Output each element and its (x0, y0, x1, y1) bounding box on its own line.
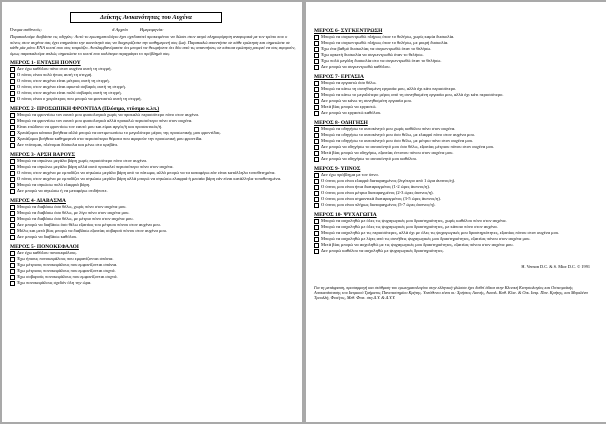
checkbox[interactable] (314, 219, 319, 224)
option-label: Ο πόνος στον αυχένα είναι πολύ σοβαρός αυτή τη στιγμή. (17, 90, 122, 96)
option-label: Μπορώ να οδηγήσω το αυτοκίνητό μου όσο θέλω, με μέτριο πόνο στον αυχένα μου. (321, 138, 474, 143)
checkbox[interactable] (314, 111, 319, 116)
section (314, 212, 598, 254)
sections-left (10, 60, 296, 286)
checkbox[interactable] (10, 251, 15, 256)
section-title: ΜΕΡΟΣ 8- ΟΔΗΓΗΣΗ (314, 120, 368, 126)
checkbox[interactable] (314, 185, 319, 190)
checkbox[interactable] (10, 79, 15, 84)
section-title: ΜΕΡΟΣ 5- ΠΟΝΟΚΕΦΑΛΟΙ (10, 244, 79, 251)
checkbox[interactable] (10, 229, 15, 234)
option-label: Μπορώ να σηκώνω μεγάλα βάρη χωρίς περισσότερο πόνο στον αυχένα. (17, 158, 147, 164)
option-row[interactable] (314, 110, 598, 116)
option-label: Δεν έχω καθόλου πόνο στον αυχένα αυτή τη στιγμή. (17, 66, 112, 72)
option-label: Μπορώ να διαβάσω όσο θέλω, με λίγο πόνο στον αυχένα μου. (17, 210, 130, 216)
option-label: Δεν μπορώ καθόλου να ασχοληθώ με ψυχαγωγικές δραστηριότητες. (321, 248, 444, 253)
option-label: Ο πόνος στον αυχένα με εμποδίζει να σηκώσω μεγάλα βάρη αλλά μπορώ να σηκώσω ελαφριά ή μεσαία βάρη εάν είναι κατάλληλα τοποθετημένα. (17, 176, 282, 182)
option-label: Μπορώ να σηκώνω μεγάλα βάρη αλλά αυτό προκαλεί περισσότερο πόνο στον αυχένα. (17, 164, 174, 170)
option-row[interactable] (10, 280, 296, 286)
option-label: Μπορώ να οδηγήσω το αυτοκίνητό μου όσο θέλω, με ελαφρύ πόνο στον αυχένα μου. (321, 132, 475, 137)
option-label: Ο πόνος στον αυχένα είναι αρκετά σοβαρός αυτή τη στιγμή. (17, 84, 126, 90)
option-label: Είναι επώδυνο να φροντίσω τον εαυτό μου και είμαι αργός/ή και προσεκτικός/ή. (17, 124, 163, 130)
option-label: Ο ύπνος μου είναι σημαντικά διαταραγμένος (3-5 ώρες άυπνος/η). (321, 196, 441, 201)
option-row[interactable] (314, 248, 598, 254)
checkbox[interactable] (314, 157, 319, 162)
checkbox[interactable] (10, 257, 15, 262)
checkbox[interactable] (314, 65, 319, 70)
option-label: Έχω μέτριους πονοκεφάλους που εμφανίζονται συχνά. (17, 268, 116, 274)
record-field: # Αρχείο (112, 27, 128, 32)
section (10, 244, 296, 286)
option-label: Ο ύπνος μου είναι ήπια διαταραγμένος (1-2 ώρες άυπνος/η). (321, 184, 430, 189)
section (314, 166, 598, 208)
option-label: Έχω πονοκεφάλους σχεδόν όλη την ώρα. (17, 280, 92, 286)
checkbox[interactable] (314, 173, 319, 178)
page-right (306, 2, 606, 422)
checkbox[interactable] (10, 281, 15, 286)
option-label: Δεν μπορώ να κάνω τη συνηθισμένη εργασία μου. (321, 98, 412, 103)
checkbox[interactable] (314, 133, 319, 138)
section (314, 74, 598, 116)
checkbox[interactable] (314, 87, 319, 92)
checkbox[interactable] (10, 97, 15, 102)
option-label: Μπορώ να συγκεντρωθώ πλήρως όταν το θελήσω, με μικρή δυσκολία. (321, 40, 449, 45)
option-label: Ο πόνος είναι πολύ ήπιος αυτή τη στιγμή. (17, 72, 93, 78)
checkbox[interactable] (10, 85, 15, 90)
checkbox[interactable] (10, 275, 15, 280)
option-row[interactable] (10, 96, 296, 102)
checkbox[interactable] (10, 217, 15, 222)
option-row[interactable] (10, 188, 296, 194)
checkbox[interactable] (10, 235, 15, 240)
option-label: Μπορώ να φροντίσω τον εαυτό μου φυσιολογικά χωρίς να προκαλώ περισσότερο πόνο στον αυχένα. (17, 112, 199, 118)
section-title: ΜΕΡΟΣ 9- ΥΠΝΟΣ (314, 166, 361, 172)
checkbox[interactable] (314, 53, 319, 58)
sections-right (314, 28, 598, 254)
date-field: Ημερομηνία: (139, 27, 164, 32)
header-fields (10, 27, 296, 33)
checkbox[interactable] (314, 197, 319, 202)
option-label: Μπορώ να διαβάσω όσο θέλω, χωρίς πόνο στον αυχένα μου. (17, 204, 127, 210)
checkbox[interactable] (314, 191, 319, 196)
option-label: Μπορώ να συγκεντρωθώ πλήρως όταν το θελήσω, χωρίς καμία δυσκολία. (321, 34, 455, 39)
section-title: ΜΕΡΟΣ 6- ΣΥΓΚΕΝΤΡΩΣΗ (314, 28, 383, 34)
option-label: Μπορώ να σηκώσω πολύ ελαφριά βάρη. (17, 182, 91, 188)
checkbox[interactable] (314, 99, 319, 104)
checkbox[interactable] (314, 151, 319, 156)
checkbox[interactable] (314, 93, 319, 98)
checkbox[interactable] (10, 125, 15, 130)
option-row[interactable] (314, 202, 598, 208)
option-row[interactable] (10, 234, 296, 240)
option-label: Δεν μπορώ να οδηγήσω το αυτοκίνητό μου καθόλου. (321, 156, 417, 161)
checkbox[interactable] (10, 113, 15, 118)
option-label: Μπορώ να ασχοληθώ με όλες τις ψυχαγωγικές μου δραστηριότητες, με κάποιο πόνο στον αυχένα. (321, 224, 498, 229)
option-label: Δεν μπορώ να συγκεντρωθώ καθόλου. (321, 64, 391, 69)
option-label: Έχω μέτριους πονοκεφάλους που εμφανίζονται σπάνια. (17, 262, 118, 268)
option-label: Μπορώ να διαβάσω όσο θέλω, με μέτριο πόνο στον αυχένα μου. (17, 216, 134, 222)
checkbox[interactable] (10, 137, 15, 142)
option-label: Δεν έχω καθόλου πονοκεφάλους. (17, 250, 78, 256)
checkbox[interactable] (314, 249, 319, 254)
checkbox[interactable] (10, 131, 15, 136)
section-title: ΜΕΡΟΣ 7- ΕΡΓΑΣΙΑ (314, 74, 364, 80)
section (10, 152, 296, 194)
option-label: Ο ύπνος μου είναι ελαφρά διαταραγμένος (λιγότερο από 1 ώρα άυπνος/η). (321, 178, 456, 183)
option-label: Μπορώ να κάνω το μεγαλύτερο μέρος από τη συνηθισμένη εργασία μου, αλλά όχι κάτι περισσότερο. (321, 92, 504, 97)
option-label: Δεν μπορώ να εργαστώ καθόλου. (321, 110, 382, 115)
option-label: Ο ύπνος μου είναι μέτρια διαταραγμένος (2-3 ώρες άυπνος/η). (321, 190, 434, 195)
checkbox[interactable] (314, 139, 319, 144)
option-label: Δεν έχω πρόβλημα με τον ύπνο. (321, 172, 379, 177)
option-label: Έχω πολύ μεγάλη δυσκολία στο να συγκεντρωθώ όταν το θελήσω. (321, 58, 442, 63)
option-label: Έχω αρκετή δυσκολία να συγκεντρωθώ όταν το θελήσω. (321, 52, 424, 57)
patient-name-field: Όνομα ασθενούς: (10, 27, 43, 32)
option-label: Μπορώ να ασχοληθώ με τις περισσότερες, αλλά όχι με όλες τις ψυχαγωγικές μου δραστηριότητες, εξαιτίας πόνου στον αυχένα μου. (321, 230, 560, 235)
checkbox[interactable] (10, 171, 15, 176)
option-label: Μπορώ να ασχοληθώ με όλες τις ψυχαγωγικές μου δραστηριότητες, χωρίς καθόλου πόνο στον αυχένα. (321, 218, 507, 223)
checkbox[interactable] (10, 67, 15, 72)
option-label: Έχω ήπιους πονοκεφάλους που εμφανίζονται σπάνια. (17, 256, 114, 262)
section-title: ΜΕΡΟΣ 3- ΑΡΣΗ ΒΑΡΟΥΣ (10, 152, 76, 159)
option-label: Μετά βίας μπορώ να οδηγήσω, εξαιτίας έντονου πόνου στον αυχένα μου. (321, 150, 454, 155)
checkbox[interactable] (10, 143, 15, 148)
checkbox[interactable] (314, 231, 319, 236)
section-title: ΜΕΡΟΣ 1- ΕΝΤΑΣΗ ΠΟΝΟΥ (10, 60, 81, 67)
checkbox[interactable] (314, 203, 319, 208)
page-left (2, 2, 302, 422)
option-label: Χρειάζομαι κάποια βοήθεια αλλά μπορώ να αντιμετωπίσω το μεγαλύτερο μέρος της προσωπικής μου φροντίδας. (17, 130, 221, 136)
option-label: Δεν μπορώ να διαβάσω όσο θέλω εξαιτίας του μέτριου πόνου στον αυχένα μου. (17, 222, 161, 228)
checkbox[interactable] (10, 91, 15, 96)
option-label: Μετά βίας μπορώ να ασχοληθώ με τις ψυχαγωγικές μου δραστηριότητες, εξαιτίας πόνου στον αυχένα μου. (321, 242, 514, 247)
checkbox[interactable] (10, 263, 15, 268)
option-label: Μπορώ να φροντίσω τον εαυτό μου φυσιολογικά αλλά προκαλώ περισσότερο πόνο στον αυχένα. (17, 118, 193, 124)
option-label: Ο ύπνος μου είναι πλήρως διαταραγμένος (5-7 ώρες άυπνος/η). (321, 202, 436, 207)
section (10, 60, 296, 102)
checkbox[interactable] (10, 73, 15, 78)
option-label: Έχω σοβαρούς πονοκεφάλους που εμφανίζονται συχνά. (17, 274, 118, 280)
option-label: Χρειάζομαι βοήθεια καθημερινά στα περισσότερα θέματα που αφορούν την προσωπική μου φροντίδα. (17, 136, 203, 142)
checkbox[interactable] (314, 81, 319, 86)
section (314, 28, 598, 70)
option-row[interactable] (10, 142, 296, 148)
option-label: Δεν μπορώ να διαβάσω καθόλου. (17, 234, 78, 240)
option-label: Έχω ένα βαθμό δυσκολίας να συγκεντρωθώ όταν το θελήσω. (321, 46, 432, 51)
option-label: Δεν μπορώ να οδηγήσω το αυτοκίνητό μου όσο θέλω, εξαιτίας μέτριου πόνου στον αυχένα μου. (321, 144, 495, 149)
form-title: Δείκτης Ανικανότητας του Αυχένα (70, 12, 222, 23)
option-label: Μόλις και μετά βίας μπορώ να διαβάσω εξαιτίας σοβαρού πόνου στον αυχένα μου. (17, 228, 167, 234)
checkbox[interactable] (10, 269, 15, 274)
translation-note: Για τη μετάφραση, προσαρμογή και στάθμιση του ερωτηματολογίου στην ελληνική γλώσσα έχει δοθεί άδεια στην Κλινική Κινησιολογίας και Οστεομυϊκής Αποκατάστασης του Ιατρικού Τμήματος Πανεπιστημίου Κρήτης. Υπεύθυνοι είναι οι: Χρήστος Λιονής, Αναπλ. Καθ. Κλιν. & Οικ. Ιατρ. Παν. Κρήτης, και Μαριλένα Τρουλλή, Φυσ/γος, Μεθ. Φοιτ. στη Δ.Υ. & Δ.Υ.Υ. (314, 285, 588, 301)
checkbox[interactable] (314, 105, 319, 110)
section (10, 198, 296, 240)
checkbox[interactable] (314, 59, 319, 64)
checkbox[interactable] (314, 243, 319, 248)
option-row[interactable] (314, 64, 598, 70)
checkbox[interactable] (314, 145, 319, 150)
section (10, 106, 296, 148)
checkbox[interactable] (314, 237, 319, 242)
checkbox[interactable] (10, 223, 15, 228)
section-title: ΜΕΡΟΣ 10- ΨΥΧΑΓΩΓΙΑ (314, 212, 377, 218)
checkbox[interactable] (10, 189, 15, 194)
checkbox[interactable] (10, 159, 15, 164)
checkbox[interactable] (314, 127, 319, 132)
checkbox[interactable] (10, 119, 15, 124)
option-label: Μετά βίας μπορώ να εργαστώ. (321, 104, 377, 109)
option-row[interactable] (314, 156, 598, 162)
checkbox[interactable] (10, 177, 15, 182)
option-label: Ο πόνος είναι ο χειρότερος που μπορώ να φανταστώ αυτή τη στιγμή. (17, 96, 142, 102)
option-label: Ο πόνος στον αυχένα είναι μέτριος αυτή τη στιγμή. (17, 78, 110, 84)
copyright: H. Vernon D.C. & S. Mior D.C. © 1991 (521, 264, 590, 269)
option-label: Μπορώ να κάνω τη συνηθισμένη εργασία μου, αλλά όχι κάτι περισσότερο. (321, 86, 457, 91)
option-label: Μπορώ να εργαστώ όσο θέλω. (321, 80, 377, 85)
checkbox[interactable] (314, 35, 319, 40)
checkbox[interactable] (10, 205, 15, 210)
option-label: Μπορώ να ασχοληθώ με λίγες από τις συνήθεις ψυχαγωγικές μου δραστηριότητες, εξαιτίας πόνου στον αυχένα μου. (321, 236, 531, 241)
checkbox[interactable] (314, 47, 319, 52)
checkbox[interactable] (314, 41, 319, 46)
checkbox[interactable] (10, 183, 15, 188)
section-title: ΜΕΡΟΣ 4- ΔΙΑΒΑΣΜΑ (10, 198, 66, 205)
option-label: Δεν μπορώ να σηκώσω ή να μεταφέρω οτιδήποτε. (17, 188, 108, 194)
section (314, 120, 598, 162)
option-label: Ο πόνος στον αυχένα με εμποδίζει να σηκώσω μεγάλα βάρη από το πάτωμα, αλλά μπορώ να τα καταφέρω εάν είναι κατάλληλα τοποθετημένα. (17, 170, 276, 176)
option-label: Δεν ντύνομαι, πλένομαι δύσκολα και μένω στο κρεβάτι. (17, 142, 119, 148)
checkbox[interactable] (10, 165, 15, 170)
instructions: Παρακαλούμε διαβάστε τις οδηγίες: Αυτό το ερωτηματολόγιο έχει σχεδιαστεί προκειμένου να δώσει στον ιατρό πληροφόρηση αναφορικά με τον τρόπο που ο πόνος στον αυχένα σας έχει επηρεάσει την ικανότητά σας να διαχειρίζεστε την καθημερινή σας ζωή. Παρακαλώ απαντήστε σε κάθε ερώτηση και σημειώστε σε κάθε μία μόνο ΕΝΑ κουτί που σας ταιριάζει. Αντιλαμβανόμαστε ότι μπορεί να θεωρήσετε ότι δύο από τις απαντήσεις σε κάποια ερώτηση μπορεί να σας αφορούν, όμως παρακαλούμε απλώς σημειώστε το κουτί που καλύτερα περιγράφει το πρόβλημά σας. (10, 34, 296, 56)
section-title: ΜΕΡΟΣ 2- ΠΡΟΣΩΠΙΚΗ ΦΡΟΝΤΙΔΑ (Πλύσιμο, ντύσιμο κ.λπ.) (10, 106, 160, 113)
checkbox[interactable] (314, 225, 319, 230)
option-label: Μπορώ να οδηγήσω το αυτοκίνητό μου χωρίς καθόλου πόνο στον αυχένα. (321, 126, 456, 131)
checkbox[interactable] (314, 179, 319, 184)
checkbox[interactable] (10, 211, 15, 216)
